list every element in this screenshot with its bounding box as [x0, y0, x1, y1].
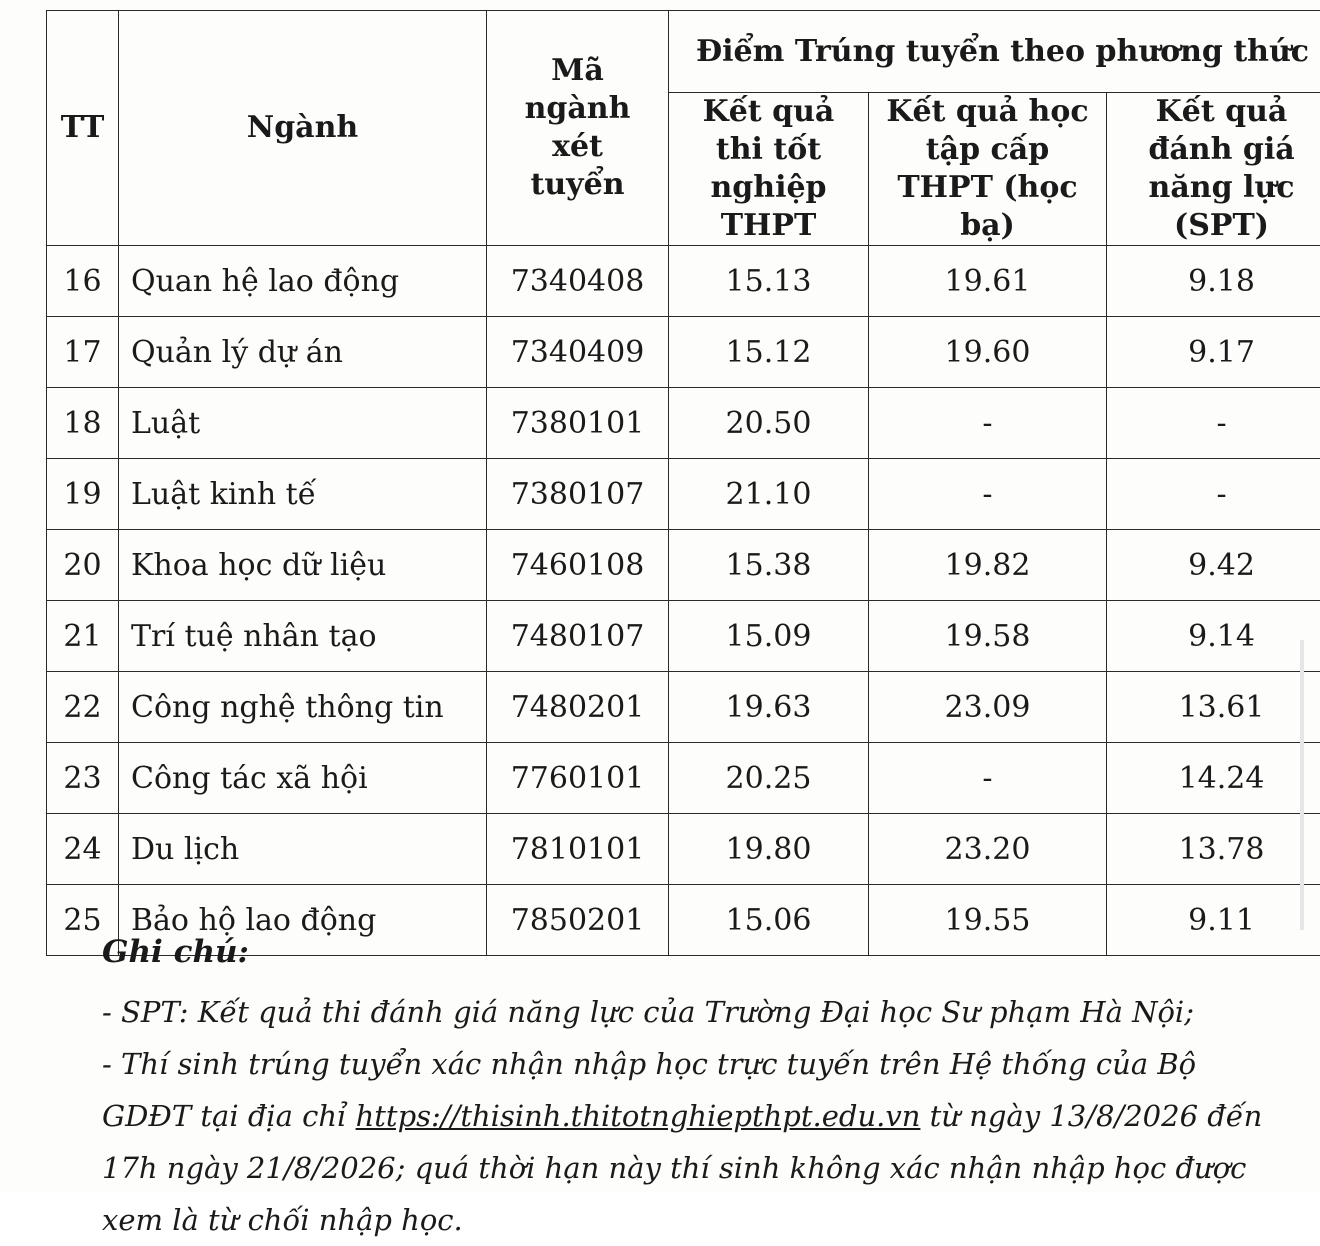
cell-score-spt: 13.61	[1107, 672, 1320, 743]
notes-title: Ghi chú:	[102, 930, 1292, 974]
cell-nganh: Luật	[119, 388, 487, 459]
cell-nganh: Luật kinh tế	[119, 459, 487, 530]
cell-score-spt: 9.14	[1107, 601, 1320, 672]
cell-score-hocba: 19.82	[869, 530, 1107, 601]
cell-tt: 24	[47, 814, 119, 885]
cell-score-spt: 9.11	[1107, 885, 1320, 956]
cell-score-thpt: 15.12	[669, 317, 869, 388]
table-row	[47, 601, 1320, 672]
cell-ma-nganh: 7380101	[487, 388, 669, 459]
notes-line-confirm-end: từ ngày 13/8/2026 đến 17h ngày 21/8/2026; quá thời hạn này thí sinh không xác nhận nhập học được xem là từ chối nhập học.	[102, 1099, 1262, 1237]
notes-section	[102, 930, 1292, 1246]
cell-score-thpt: 20.50	[669, 388, 869, 459]
header-nganh: Ngành	[119, 11, 487, 246]
cell-nganh: Công nghệ thông tin	[119, 672, 487, 743]
admission-scores-table	[46, 10, 1320, 956]
cell-tt: 21	[47, 601, 119, 672]
cell-score-thpt: 19.80	[669, 814, 869, 885]
cell-score-spt: 9.17	[1107, 317, 1320, 388]
table-row	[47, 388, 1320, 459]
table-row	[47, 459, 1320, 530]
cell-ma-nganh: 7460108	[487, 530, 669, 601]
table-row	[47, 743, 1320, 814]
cell-score-hocba: 23.20	[869, 814, 1107, 885]
header-method-spt: Kết quả đánh giá năng lực (SPT)	[1107, 93, 1320, 246]
cell-tt: 19	[47, 459, 119, 530]
cell-tt: 17	[47, 317, 119, 388]
header-ma-nganh: Mã ngành xét tuyển	[487, 11, 669, 246]
notes-line-confirm	[102, 1038, 1292, 1246]
table-row	[47, 317, 1320, 388]
cell-score-thpt: 15.38	[669, 530, 869, 601]
cell-score-spt: 13.78	[1107, 814, 1320, 885]
cell-score-hocba: -	[869, 459, 1107, 530]
scan-artifact	[1300, 640, 1304, 930]
notes-line-spt: - SPT: Kết quả thi đánh giá năng lực của Trường Đại học Sư phạm Hà Nội;	[102, 986, 1292, 1038]
notes-link[interactable]: https://thisinh.thitotnghiepthpt.edu.vn	[356, 1099, 921, 1133]
cell-ma-nganh: 7340408	[487, 246, 669, 317]
cell-tt: 22	[47, 672, 119, 743]
cell-score-hocba: -	[869, 388, 1107, 459]
cell-score-spt: -	[1107, 388, 1320, 459]
cell-tt: 25	[47, 885, 119, 956]
cell-tt: 18	[47, 388, 119, 459]
cell-score-spt: 9.18	[1107, 246, 1320, 317]
cell-tt: 16	[47, 246, 119, 317]
cell-nganh: Quản lý dự án	[119, 317, 487, 388]
cell-score-thpt: 15.13	[669, 246, 869, 317]
cell-score-spt: 9.42	[1107, 530, 1320, 601]
cell-ma-nganh: 7380107	[487, 459, 669, 530]
cell-ma-nganh: 7760101	[487, 743, 669, 814]
cell-nganh: Công tác xã hội	[119, 743, 487, 814]
cell-nganh: Du lịch	[119, 814, 487, 885]
table-row	[47, 814, 1320, 885]
table-row	[47, 246, 1320, 317]
cell-score-thpt: 20.25	[669, 743, 869, 814]
cell-nganh: Quan hệ lao động	[119, 246, 487, 317]
cell-nganh: Bảo hộ lao động	[119, 885, 487, 956]
cell-score-thpt: 15.06	[669, 885, 869, 956]
cell-ma-nganh: 7340409	[487, 317, 669, 388]
cell-score-hocba: 23.09	[869, 672, 1107, 743]
cell-score-thpt: 19.63	[669, 672, 869, 743]
header-method-hocba: Kết quả học tập cấp THPT (học bạ)	[869, 93, 1107, 246]
cell-ma-nganh: 7480107	[487, 601, 669, 672]
cell-nganh: Trí tuệ nhân tạo	[119, 601, 487, 672]
cell-score-hocba: 19.58	[869, 601, 1107, 672]
table-row	[47, 530, 1320, 601]
cell-ma-nganh: 7810101	[487, 814, 669, 885]
cell-nganh: Khoa học dữ liệu	[119, 530, 487, 601]
header-method-thpt: Kết quả thi tốt nghiệp THPT	[669, 93, 869, 246]
cell-score-spt: -	[1107, 459, 1320, 530]
header-score-group: Điểm Trúng tuyển theo phương thức	[669, 11, 1320, 93]
cell-score-spt: 14.24	[1107, 743, 1320, 814]
cell-tt: 23	[47, 743, 119, 814]
cell-score-thpt: 21.10	[669, 459, 869, 530]
cell-ma-nganh: 7850201	[487, 885, 669, 956]
cell-score-thpt: 15.09	[669, 601, 869, 672]
header-tt: TT	[47, 11, 119, 246]
cell-score-hocba: -	[869, 743, 1107, 814]
cell-score-hocba: 19.55	[869, 885, 1107, 956]
cell-score-hocba: 19.61	[869, 246, 1107, 317]
cell-tt: 20	[47, 530, 119, 601]
cell-score-hocba: 19.60	[869, 317, 1107, 388]
cell-ma-nganh: 7480201	[487, 672, 669, 743]
notes-line-confirm-start: - Thí sinh trúng tuyển xác nhận nhập học trực tuyến trên Hệ thống của Bộ GDĐT tại địa chỉ	[102, 1047, 1196, 1133]
table-body	[47, 246, 1320, 956]
table-row	[47, 672, 1320, 743]
